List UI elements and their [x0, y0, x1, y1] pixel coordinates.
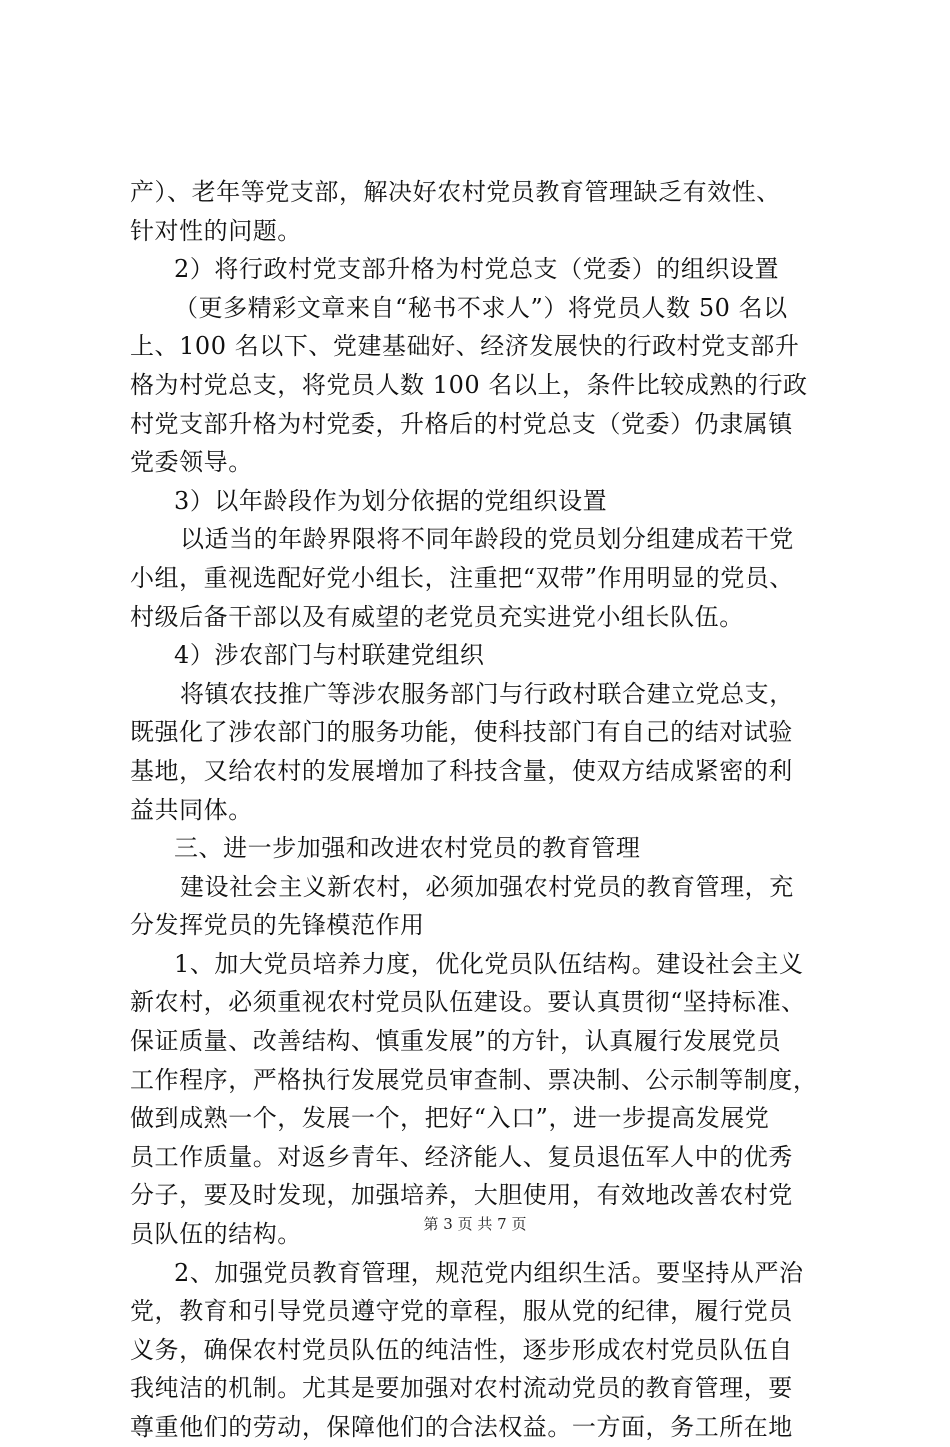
- text-line: 保证质量、改善结构、慎重发展”的方针，认真履行发展党员: [130, 1027, 782, 1056]
- text-line: 尊重他们的劳动，保障他们的合法权益。一方面，务工所在地: [130, 1413, 793, 1441]
- text-line: 员工作质量。对返乡青年、经济能人、复员退伍军人中的优秀: [130, 1142, 793, 1171]
- text-line: 以适当的年龄界限将不同年龄段的党员划分组建成若干党: [180, 525, 794, 554]
- text-line: 小组，重视选配好党小组长，注重把“双带”作用明显的党员、: [130, 563, 794, 592]
- text-line: （更多精彩文章来自“秘书不求人”）将党员人数 50 名以: [174, 293, 788, 322]
- text-line: 针对性的问题。: [130, 216, 302, 245]
- text-line: 党委领导。: [130, 448, 253, 477]
- text-line: 4）涉农部门与村联建党组织: [174, 641, 485, 670]
- text-line: 工作程序，严格执行发展党员审查制、票决制、公示制等制度，: [130, 1065, 818, 1094]
- text-line: 我纯洁的机制。尤其是要加强对农村流动党员的教育管理，要: [130, 1374, 793, 1403]
- text-line: 3）以年龄段作为划分依据的党组织设置: [174, 486, 608, 515]
- text-line: 将镇农技推广等涉农服务部门与行政村联合建立党总支，: [180, 679, 794, 708]
- text-line: 既强化了涉农部门的服务功能，使科技部门有自己的结对试验: [130, 718, 793, 747]
- text-line: 新农村，必须重视农村党员队伍建设。要认真贯彻“坚持标准、: [130, 988, 806, 1017]
- text-line: 分发挥党员的先锋模范作用: [130, 911, 425, 940]
- document-body: [130, 173, 830, 1447]
- text-line: 2、加强党员教育管理，规范党内组织生活。要坚持从严治: [174, 1258, 804, 1287]
- text-line: 2）将行政村党支部升格为村党总支（党委）的组织设置: [174, 255, 780, 284]
- text-line: 基地，又给农村的发展增加了科技含量，使双方结成紧密的利: [130, 756, 793, 785]
- text-line: 格为村党总支，将党员人数 100 名以上，条件比较成熟的行政: [130, 370, 808, 399]
- text-line: 分子，要及时发现，加强培养，大胆使用，有效地改善农村党: [130, 1181, 793, 1210]
- page-footer: 第 3 页 共 7 页: [423, 1215, 527, 1233]
- text-line: 1、加大党员培养力度，优化党员队伍结构。建设社会主义: [174, 949, 804, 978]
- text-line: 员队伍的结构。: [130, 1220, 302, 1249]
- text-line: 村党支部升格为村党委，升格后的村党总支（党委）仍隶属镇: [130, 409, 793, 438]
- text-line: 建设社会主义新农村，必须加强农村党员的教育管理，充: [180, 872, 794, 901]
- text-line: 党，教育和引导党员遵守党的章程，服从党的纪律，履行党员: [130, 1297, 793, 1326]
- text-line: 做到成熟一个，发展一个，把好“入口”，进一步提高发展党: [130, 1104, 770, 1133]
- text-line: 益共同体。: [130, 795, 253, 824]
- text-line: 上、100 名以下、党建基础好、经济发展快的行政村党支部升: [130, 332, 800, 361]
- text-line: 三、进一步加强和改进农村党员的教育管理: [174, 834, 641, 863]
- text-line: 产）、老年等党支部，解决好农村党员教育管理缺乏有效性、: [130, 178, 781, 206]
- text-line: 义务，确保农村党员队伍的纯洁性，逐步形成农村党员队伍自: [130, 1335, 793, 1364]
- text-line: 村级后备干部以及有威望的老党员充实进党小组长队伍。: [130, 602, 744, 631]
